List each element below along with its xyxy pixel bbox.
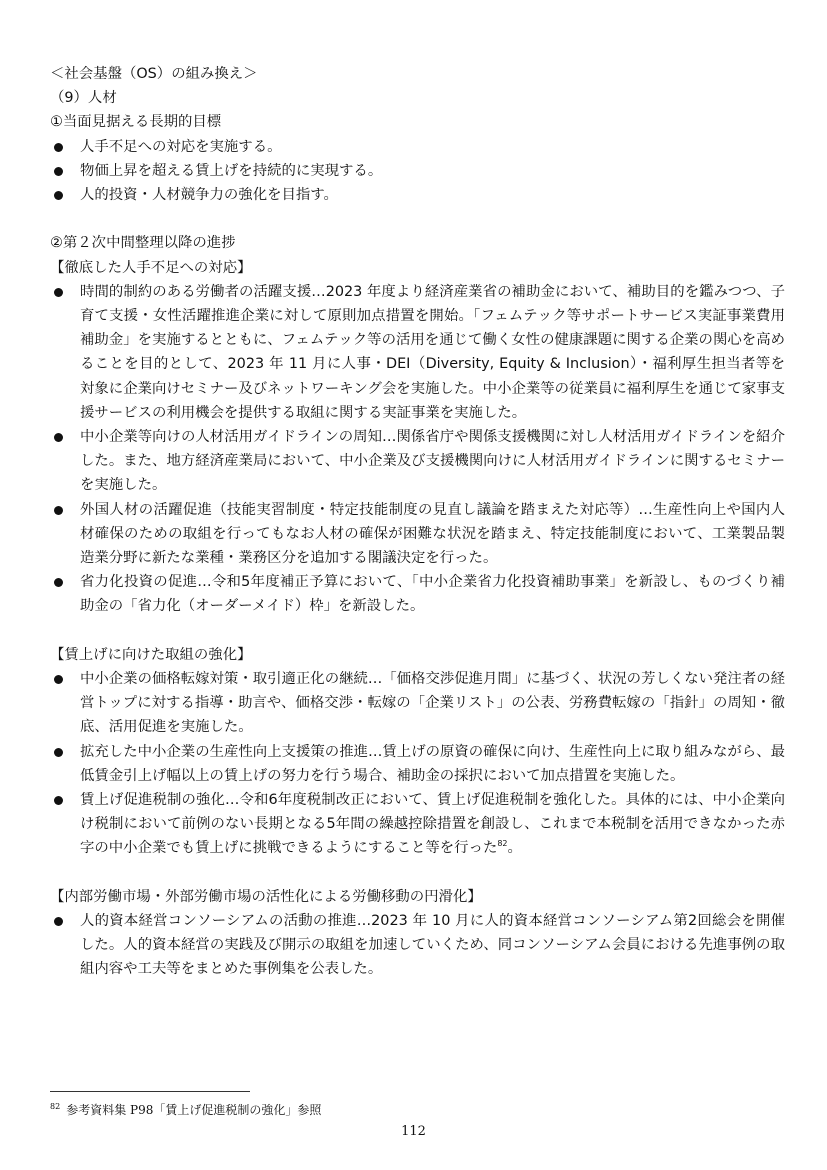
spacer (50, 207, 785, 231)
progress-text: 省力化投資の促進…令和5年度補正予算において、「中小企業省力化投資補助事業」を新設し、ものづくり補助金の「省力化（オーダーメイド）枠」を新設した。 (80, 574, 785, 615)
progress-text: 人的資本経営コンソーシアムの活動の推進…2023 年 10 月に人的資本経営コンソーシアム第2回総会を開催した。人的資本経営の実践及び開示の取組を加速していくため、同コンソーシアム会員における先進事例の取組内容や工夫等をまとめた事例集を公表した。 (80, 913, 785, 978)
page-number: 112 (401, 1124, 426, 1139)
document-body (50, 62, 785, 982)
section-heading: ＜社会基盤（OS）の組み換え＞ (50, 66, 258, 82)
sentence-end: 。 (507, 840, 522, 857)
goals-heading: ①当面見据える長期的目標 (50, 114, 222, 131)
subsection-heading: （9）人材 (50, 90, 117, 107)
progress-item (50, 570, 785, 618)
footnote-divider (50, 1091, 250, 1092)
footnote (50, 1099, 321, 1118)
footnote-text: 参考資料集 P98「賃上げ促進税制の強化」参照 (66, 1103, 322, 1117)
progress-heading: ②第２次中間整理以降の進捗 (50, 235, 236, 252)
goal-item (50, 135, 785, 159)
progress-item (50, 425, 785, 498)
group-title-labor-mobility: 【内部労働市場・外部労働市場の活性化による労働移動の円滑化】 (50, 888, 482, 905)
progress-text: 賃上げ促進税制の強化…令和6年度税制改正において、賃上げ促進税制を強化した。具体的には、中小企業向け税制において前例のない長期となる5年間の繰越控除措置を創設し、これまで本税制を活用できなかった赤字の中小企業でも賃上げに挑戦できるようにすること等を行った (80, 792, 785, 857)
progress-text-with-footnote (80, 788, 785, 861)
progress-item (50, 740, 785, 788)
progress-item (50, 667, 785, 740)
progress-item (50, 909, 785, 982)
goal-text: 物価上昇を超える賃上げを持続的に実現する。 (80, 162, 383, 179)
goal-text: 人手不足への対応を実施する。 (80, 138, 282, 155)
progress-item (50, 498, 785, 571)
goal-text: 人的投資・人材競争力の強化を目指す。 (80, 187, 338, 204)
progress-item (50, 788, 785, 861)
progress-item (50, 280, 785, 425)
footnote-number: 82 (50, 1102, 61, 1111)
group-title-wage-increase: 【賃上げに向けた取組の強化】 (50, 646, 252, 663)
progress-text: 外国人材の活躍促進（技能実習制度・特定技能制度の見直し議論を踏まえた対応等）…生産性向上や国内人材確保のための取組を行ってもなお人材の確保が困難な状況を踏まえ、特定技能制度において、工業製品製造業分野に新たな業種・業務区分を追加する閣議決定を行った。 (80, 501, 785, 567)
spacer (50, 861, 785, 885)
progress-text: 中小企業の価格転嫁対策・取引適正化の継続…「価格交渉促進月間」に基づく、状況の芳しくない発注者の経営トップに対する指導・助言や、価格交渉・転嫁の「企業リスト」の公表、労務費転嫁の「指針」の周知・徹底、活用促進を実施した。 (80, 671, 785, 736)
goal-item (50, 159, 785, 183)
spacer (50, 619, 785, 643)
goal-item (50, 183, 785, 207)
group-title-labor-shortage: 【徹底した人手不足への対応】 (50, 259, 252, 276)
progress-text: 拡充した中小企業の生産性向上支援策の推進…賃上げの原資の確保に向け、生産性向上に取り組みながら、最低賃金引上げ幅以上の賃上げの努力を行う場合、補助金の採択において加点措置を実施した。 (80, 743, 785, 784)
footnote-reference: 82 (497, 839, 508, 849)
progress-text: 時間的制約のある労働者の活躍支援…2023 年度より経済産業省の補助金において、補助目的を鑑みつつ、子育て支援・女性活躍推進企業に対して原則加点措置を開始。「フェムテック等サポートサービス実証事業費用補助金」を実施するとともに、フェムテック等の活用を通じて働く女性の健康課題に関する企業の関心を高めることを目的として、2023 年 11 月に人事・DEI（Diversity, Equity & Inclusion）・福利厚生担当者等を対象に企業向けセミナー及びネットワーキング会を実施した。中小企業等の従業員に福利厚生を通じて家事支援サービスの利用機会を提供する取組に関する実証事業を実施した。 (80, 283, 785, 421)
progress-text: 中小企業等向けの人材活用ガイドラインの周知…関係省庁や関係支援機関に対し人材活用ガイドラインを紹介した。また、地方経済産業局において、中小企業及び支援機関向けに人材活用ガイドラインに関するセミナーを実施した。 (80, 429, 785, 494)
